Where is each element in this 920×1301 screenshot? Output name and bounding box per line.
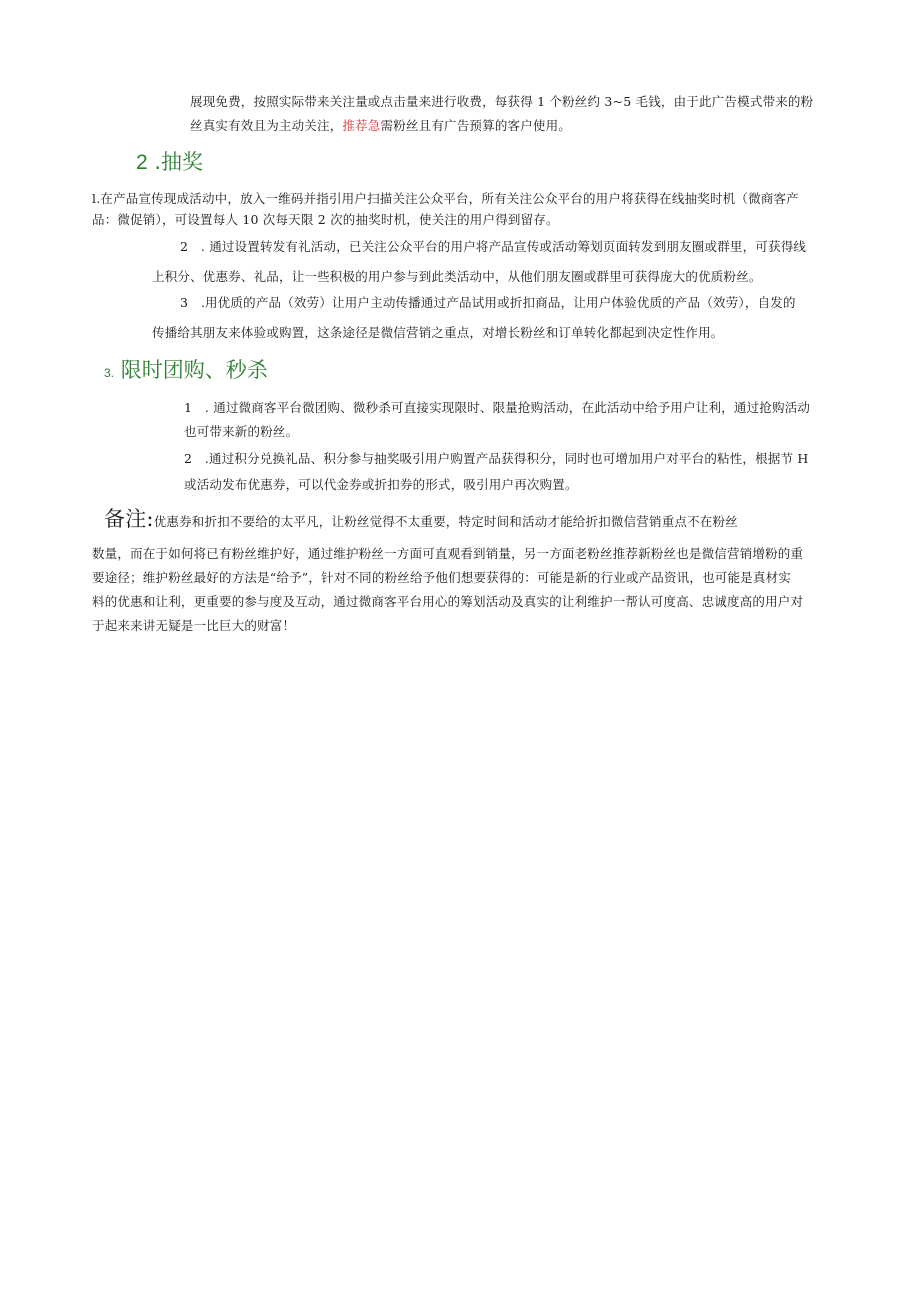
flash-sale-item-2-line-1: 2 .通过积分兑换礼品、积分参与抽奖吸引用户购置产品获得积分，同时也可增加用户对平台的粘性，根据节 H [184,451,809,466]
lottery-item-2-line-2: 上积分、优惠券、礼品，让一些积极的用户参与到此类活动中，从他们朋友圈或群里可获得庞大的优质粉丝。 [152,269,762,284]
flash-sale-item-1-line-1: 1 . 通过微商客平台微团购、微秒杀可直接实现限时、限量抢购活动，在此活动中给予用户让利，通过抢购活动 [184,400,811,415]
note-label: 备注: [104,507,154,531]
section-2-number: 2 [136,151,148,174]
intro-line-2-start: 丝真实有效且为主动关注， [190,118,343,133]
lottery-item-3-line-2: 传播给其朋友来体验或购置，这条途径是微信营销之重点，对增长粉丝和订单转化都起到决定性作用。 [152,325,724,340]
lottery-item-1-line-1: l.在产品宣传现成活动中，放入一维码并指引用户扫描关注公众平台，所有关注公众平台的用户将获得在线抽奖时机（微商客产 [92,191,799,206]
flash-sale-item-2 [184,446,834,498]
note-line-2: 数量，而在于如何将已有粉丝维护好，通过维护粉丝一方面可直观看到销量，另一方面老粉丝推荐新粉丝也是微信营销增粉的重 [92,546,804,561]
flash-sale-item-1-line-2: 也可带来新的粉丝。 [184,424,299,439]
lottery-item-3 [152,288,832,348]
intro-line-1: 展现免费，按照实际带来关注量或点击量来进行收费，每获得 1 个粉丝约 3~5 毛钱，由于此广告模式带来的粉 [190,94,814,109]
lottery-item-1-line-2: 品：微促销），可设置每人 10 次每天限 2 次的抽奖时机，使关注的用户得到留存。 [92,212,559,227]
section-heading-flash-sale [104,356,268,387]
lottery-item-1 [92,188,832,230]
section-3-title: 限时团购、秒杀 [120,358,268,382]
lottery-item-3-line-1: 3 .用优质的产品（效劳）让用户主动传播通过产品试用或折扣商品，让用户体验优质的产品（效劳），自发的 [180,295,796,310]
intro-paragraph [190,90,830,138]
note-line-1: 优惠券和折扣不要给的太平凡，让粉丝觉得不太重要，特定时间和活动才能给折扣微信营销重点不在粉丝 [153,514,738,529]
intro-line-2-end: 需粉丝且有广告预算的客户使用。 [380,118,572,133]
section-3-number: 3. [104,366,115,380]
intro-line-2 [190,114,830,138]
note-line-4: 料的优惠和让利，更重要的参与度及互动，通过微商客平台用心的筹划活动及真实的让利维护一帮认可度高、忠诚度高的用户对 [92,594,804,609]
note-line-5: 于起来来讲无疑是一比巨大的财富！ [92,618,296,633]
flash-sale-item-1 [184,396,834,444]
section-2-title: .抽奖 [154,150,204,174]
note-first-line [104,504,804,537]
note-line-3: 要途径；维护粉丝最好的方法是“给予”，针对不同的粉丝给予他们想要获得的：可能是新的行业或产品资讯，也可能是真材实 [92,570,791,585]
lottery-item-2-line-1: 2 . 通过设置转发有礼活动，已关注公众平台的用户将产品宣传或活动筹划页面转发到朋友圈或群里，可获得线 [180,239,807,254]
flash-sale-item-2-line-2: 或活动发布优惠券，可以代金券或折扣券的形式，吸引用户再次购置。 [184,477,578,492]
lottery-item-2 [152,232,832,292]
recommend-highlight: 推荐急 [342,118,381,133]
note-body [92,542,834,638]
section-heading-lottery [136,148,203,177]
